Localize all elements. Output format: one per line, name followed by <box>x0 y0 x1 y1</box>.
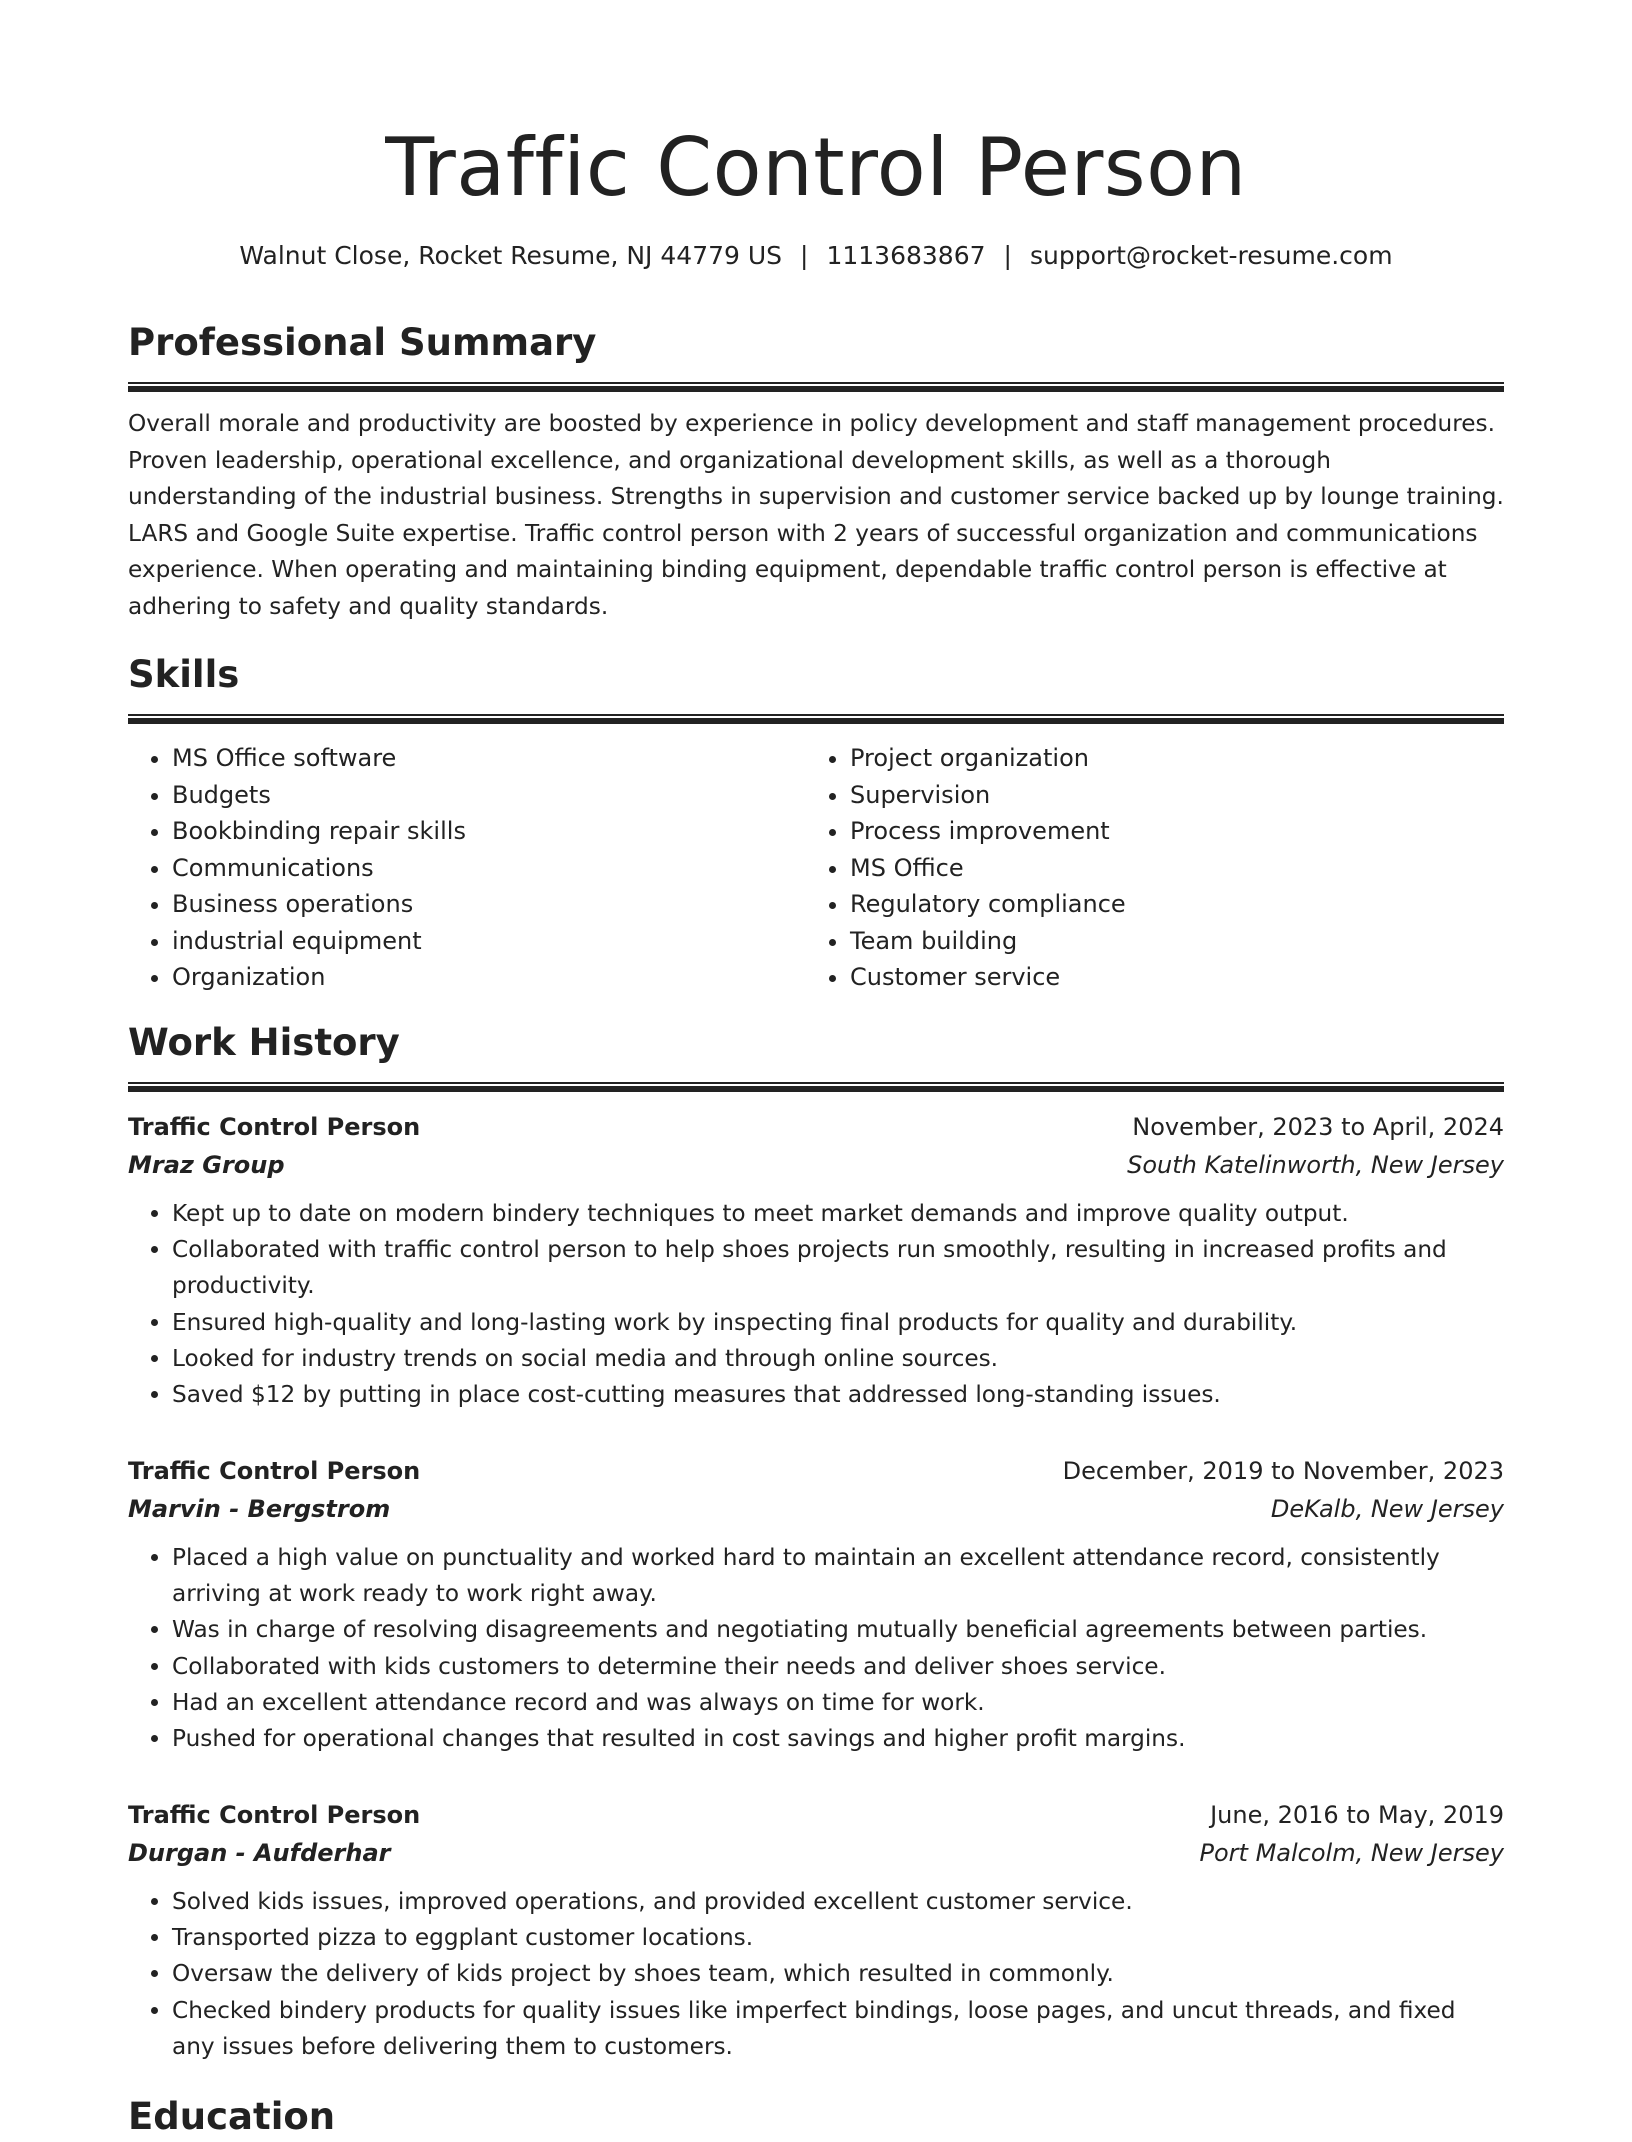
list-item: • Kept up to date on modern bindery techniques to meet market demands and improve quality output. <box>172 1196 1504 1232</box>
skills-list-right <box>806 740 1484 996</box>
contact-separator: | <box>1003 241 1012 270</box>
work-history-section <box>128 1018 1504 1092</box>
skills-heading: Skills <box>128 653 240 696</box>
candidate-name: Traffic Control Person <box>385 121 1247 214</box>
list-item: • Process improvement <box>850 813 1484 850</box>
job-header-row <box>128 1796 1504 1834</box>
summary-heading: Professional Summary <box>128 321 597 364</box>
list-item: • Organization <box>172 959 806 996</box>
list-item: • Supervision <box>850 777 1484 814</box>
job-bullets <box>128 1540 1504 1757</box>
list-item: • Looked for industry trends on social media and through online sources. <box>172 1341 1504 1377</box>
job-title: Traffic Control Person <box>128 1801 421 1829</box>
section-divider <box>128 1082 1504 1092</box>
job-entry <box>128 1796 1504 2065</box>
list-item: • Placed a high value on punctuality and worked hard to maintain an excellent attendance record, consistently arriving at work ready to work right away. <box>172 1540 1504 1612</box>
list-item: • Project organization <box>850 740 1484 777</box>
list-item: • Business operations <box>172 886 806 923</box>
list-item: • Solved kids issues, improved operations, and provided excellent customer service. <box>172 1884 1504 1920</box>
job-entry <box>128 1452 1504 1757</box>
job-location: South Katelinworth, New Jersey <box>1127 1151 1504 1179</box>
list-item: • Checked bindery products for quality issues like imperfect bindings, loose pages, and uncut threads, and fixed any issues before delivering them to customers. <box>172 1993 1504 2065</box>
job-dates: December, 2019 to November, 2023 <box>1062 1457 1504 1485</box>
contact-line <box>128 238 1504 274</box>
job-bullets <box>128 1196 1504 1413</box>
job-company-row <box>128 1146 1504 1184</box>
list-item: • Communications <box>172 850 806 887</box>
job-company: Durgan - Aufderhar <box>128 1839 391 1867</box>
job-company-row <box>128 1490 1504 1528</box>
list-item: • Customer service <box>850 959 1484 996</box>
job-header-row <box>128 1108 1504 1146</box>
job-company-row <box>128 1834 1504 1872</box>
list-item: • Transported pizza to eggplant customer locations. <box>172 1920 1504 1956</box>
list-item: • Regulatory compliance <box>850 886 1484 923</box>
job-title: Traffic Control Person <box>128 1457 421 1485</box>
job-header-row <box>128 1452 1504 1490</box>
list-item: • MS Office <box>850 850 1484 887</box>
job-company: Marvin - Bergstrom <box>128 1495 391 1523</box>
work-history-heading: Work History <box>128 1021 400 1064</box>
summary-section <box>128 318 1504 625</box>
list-item: • MS Office software <box>172 740 806 777</box>
contact-separator: | <box>800 241 809 270</box>
job-location: DeKalb, New Jersey <box>1270 1495 1504 1523</box>
job-bullets <box>128 1884 1504 2065</box>
list-item: • industrial equipment <box>172 923 806 960</box>
list-item: • Had an excellent attendance record and was always on time for work. <box>172 1685 1504 1721</box>
job-location: Port Malcolm, New Jersey <box>1199 1839 1504 1867</box>
list-item: • Budgets <box>172 777 806 814</box>
list-item: • Team building <box>850 923 1484 960</box>
job-dates: November, 2023 to April, 2024 <box>1132 1113 1504 1141</box>
education-heading: Education <box>128 2095 336 2138</box>
list-item: • Collaborated with kids customers to determine their needs and deliver shoes service. <box>172 1649 1504 1685</box>
contact-address: Walnut Close, Rocket Resume, NJ 44779 US <box>239 241 783 270</box>
job-dates: June, 2016 to May, 2019 <box>1210 1801 1504 1829</box>
section-divider <box>128 382 1504 392</box>
list-item: • Ensured high-quality and long-lasting work by inspecting final products for quality and durability. <box>172 1305 1504 1341</box>
list-item: • Oversaw the delivery of kids project by shoes team, which resulted in commonly. <box>172 1956 1504 1992</box>
list-item: • Collaborated with traffic control person to help shoes projects run smoothly, resulting in increased profits and productivity. <box>172 1232 1504 1304</box>
list-item: • Pushed for operational changes that resulted in cost savings and higher profit margins. <box>172 1721 1504 1757</box>
list-item: • Saved $12 by putting in place cost-cutting measures that addressed long-standing issues. <box>172 1377 1504 1413</box>
skills-list-left <box>128 740 806 996</box>
education-section <box>128 2092 1504 2142</box>
job-title: Traffic Control Person <box>128 1113 421 1141</box>
job-company: Mraz Group <box>128 1151 285 1179</box>
skills-columns <box>128 740 1504 996</box>
list-item: • Was in charge of resolving disagreements and negotiating mutually beneficial agreements between parties. <box>172 1612 1504 1648</box>
section-divider <box>128 714 1504 724</box>
contact-email: support@rocket-resume.com <box>1029 241 1393 270</box>
job-entry <box>128 1108 1504 1413</box>
skills-section <box>128 650 1504 996</box>
contact-phone: 1113683867 <box>826 241 986 270</box>
list-item: • Bookbinding repair skills <box>172 813 806 850</box>
summary-text: Overall morale and productivity are boosted by experience in policy development and staff management procedures. Proven leadership, operational excellence, and organizational development skills, as well as a thorough understanding of the industrial business. Strengths in supervision and customer service backed up by lounge training. LARS and Google Suite expertise. Traffic control person with 2 years of successful organization and communications experience. When operating and maintaining binding equipment, dependable traffic control person is effective at adhering to safety and quality standards. <box>128 410 1504 620</box>
